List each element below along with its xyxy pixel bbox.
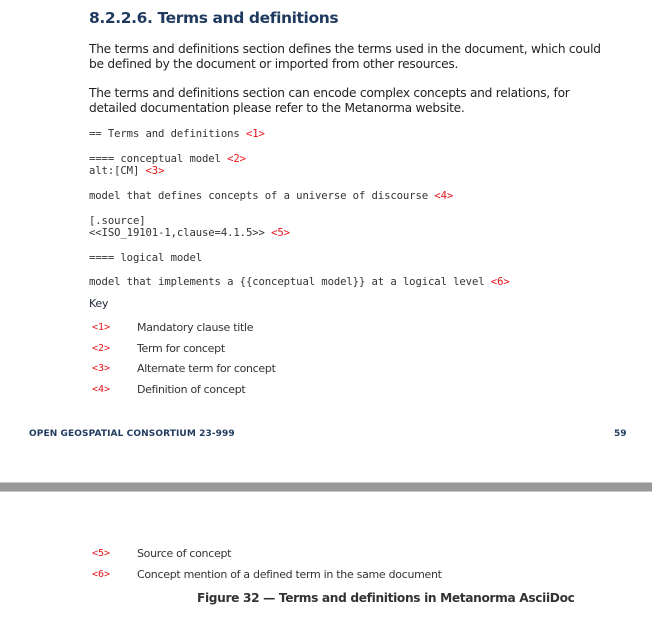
code-line: alt:[CM] <3> [89, 165, 165, 177]
key-item [92, 361, 276, 375]
key-number: <5> [92, 547, 111, 559]
code-line: model that defines concepts of a universe of discourse <4> [89, 190, 454, 202]
footer-organization: OPEN GEOSPATIAL CONSORTIUM 23-999 [29, 429, 235, 439]
callout-marker: <2> [227, 153, 246, 165]
code-line: <<ISO_19101-1,clause=4.1.5>> <5> [89, 227, 290, 239]
key-text: Concept mention of a defined term in the same document [137, 567, 442, 581]
key-item [92, 382, 245, 396]
key-number: <4> [92, 383, 111, 395]
code-line: model that implements a {{conceptual model}} at a logical level <6> [89, 276, 510, 288]
key-item [92, 546, 231, 560]
key-number: <2> [92, 342, 111, 354]
code-line: == Terms and definitions <1> [89, 128, 265, 140]
code-line: [.source] [89, 215, 146, 227]
key-number: <3> [92, 362, 111, 374]
key-item [92, 567, 442, 581]
key-text: Definition of concept [137, 382, 246, 396]
key-label: Key [89, 297, 109, 310]
callout-marker: <6> [490, 276, 510, 288]
paragraph-complex: The terms and definitions section can encode complex concepts and relations, for detailed documentation please refer to the Metanorma website. [89, 86, 570, 115]
key-text: Mandatory clause title [137, 320, 254, 334]
section-heading: 8.2.2.6. Terms and definitions [89, 9, 339, 27]
code-line: ==== conceptual model <2> [89, 153, 246, 165]
callout-marker: <5> [271, 227, 290, 239]
callout-marker: <1> [245, 128, 265, 140]
page-separator [0, 482, 652, 492]
key-number: <6> [92, 568, 111, 580]
figure-caption: Figure 32 — Terms and definitions in Metanorma AsciiDoc [197, 591, 575, 605]
key-text: Term for concept [137, 341, 225, 355]
key-item [92, 320, 253, 334]
callout-marker: <4> [434, 190, 454, 202]
key-item [92, 341, 225, 355]
code-line: ==== logical model [89, 252, 203, 264]
key-text: Source of concept [137, 546, 232, 560]
paragraph-intro: The terms and definitions section defines the terms used in the document, which could be defined by the document or imported from other resources. [89, 42, 601, 71]
key-number: <1> [92, 321, 111, 333]
page-number: 59 [614, 429, 627, 439]
callout-marker: <3> [145, 165, 165, 177]
key-text: Alternate term for concept [137, 361, 276, 375]
